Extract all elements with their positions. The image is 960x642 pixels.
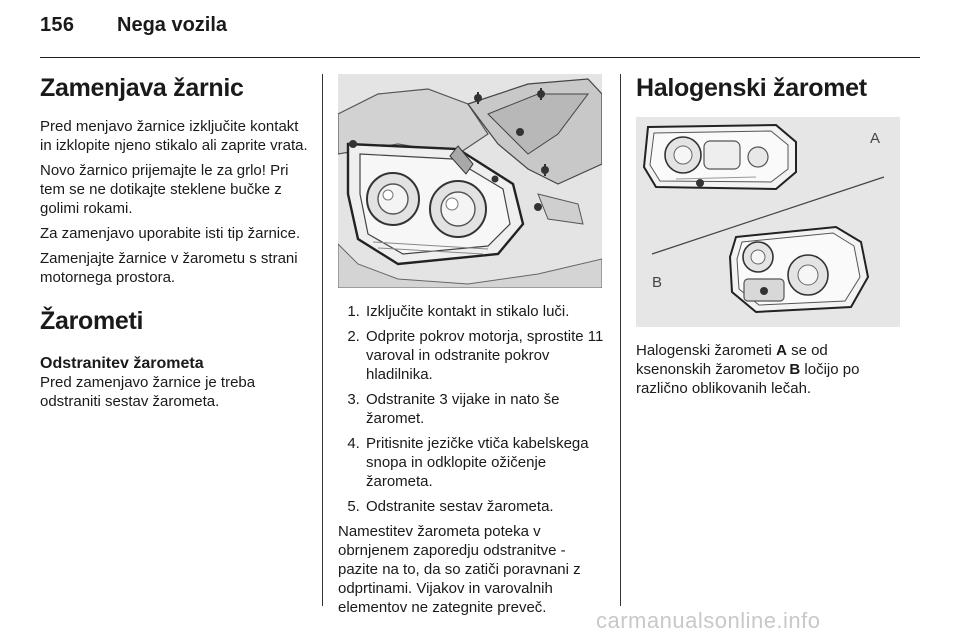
engine-bay-drawing	[338, 74, 602, 288]
caption-part-1: Halogenski žarometi	[636, 342, 777, 359]
section-title-halogen-headlight: Halogenski žaromet	[636, 74, 867, 102]
paragraph-2: Novo žarnico prijemajte le za grlo! Pri tem se ne dotikajte steklene bučke z golimi rokami.	[40, 162, 289, 217]
left-column	[40, 74, 310, 417]
headlight-b-label: B	[652, 274, 663, 291]
caption-part-2: se od ksenonskih žarometov	[636, 342, 828, 378]
caption-label-b: B	[789, 361, 801, 378]
step-3: 3. Odstranite 3 vijake in nato še žaromet.	[364, 390, 606, 428]
header-rule	[40, 57, 920, 58]
column-divider-right	[620, 74, 621, 606]
installation-note: Namestitev žarometa poteka v obrnjenem zaporedju odstranitve - pazite na to, da so zatiči poravnani z odprtinami. Vijakov in varovalnih elementov ne zategnite preveč.	[338, 523, 581, 616]
step-5: 5. Odstranite sestav žarometa.	[364, 497, 606, 516]
caption-part-3: ločijo po različno oblikovanih lečah.	[636, 361, 860, 397]
subsection-text: Pred zamenjavo žarnice je treba odstraniti sestav žarometa.	[40, 374, 256, 410]
section-title-headlights: Žarometi	[40, 307, 144, 335]
step-2: 2. Odprite pokrov motorja, sprostite 11 varoval in odstranite pokrov hladilnika.	[364, 327, 606, 384]
paragraph-1: Pred menjavo žarnice izključite kontakt in izklopite njeno stikalo ali zaprite vrata.	[40, 118, 308, 154]
headlight-comparison-illustration	[636, 117, 900, 327]
right-column	[636, 74, 906, 404]
halogen-caption	[636, 341, 906, 398]
paragraph-3: Za zamenjavo uporabite isti tip žarnice.	[40, 225, 301, 242]
step-4: 4. Pritisnite jezičke vtiča kabelskega snopa in odklopite ožičenje žarometa.	[364, 434, 606, 491]
headlight-comparison-drawing	[636, 117, 900, 327]
middle-column	[338, 74, 606, 623]
page-number: 156	[40, 14, 75, 36]
headlight-a-label: A	[870, 130, 881, 147]
watermark: carmanualsonline.info	[596, 608, 821, 633]
caption-label-a: A	[776, 342, 787, 359]
headlight-removal-illustration	[338, 74, 602, 288]
removal-steps-list	[338, 302, 606, 516]
paragraph-4: Zamenjajte žarnice v žarometu s strani motornega prostora.	[40, 250, 298, 286]
column-divider-left	[322, 74, 323, 606]
chapter-title: Nega vozila	[117, 14, 228, 36]
subsection-title-removal: Odstranitev žarometa	[40, 355, 204, 372]
step-1: 1. Izključite kontakt in stikalo luči.	[364, 302, 606, 321]
section-title-bulb-replacement: Zamenjava žarnic	[40, 74, 244, 102]
